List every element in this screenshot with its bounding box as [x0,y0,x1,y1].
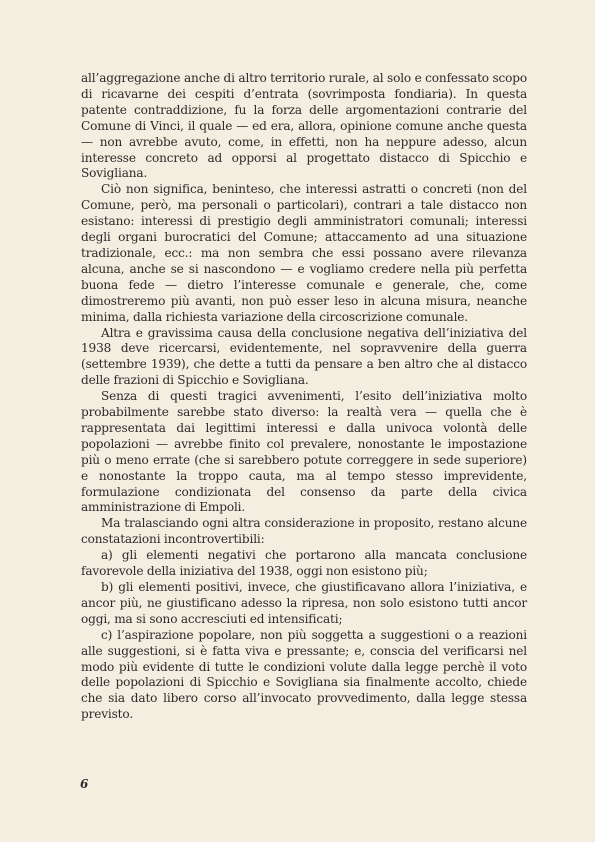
list-item-b: b) gli elementi positivi, invece, che giustificavano allora l’iniziativa, e ancor più, ne giustificano adesso la ripresa, non solo esistono tutti ancor oggi, ma si sono accresciuti ed intensificati; [81,580,527,626]
body-text [81,71,527,723]
list-item-c: c) l’aspirazione popolare, non più soggetta a suggestioni o a reazioni alle suggestioni, si è fatta viva e pressante; e, conscia del verificarsi nel modo più evidente di tutte le condizioni volute dalla legge perchè il voto delle popolazioni di Spicchio e Sovigliana sia finalmente accolto, chiede che sia dato libero corso all’invocato provvedimento, dalla legge stessa previsto. [81,627,527,722]
paragraph-tragic-events: Senza di questi tragici avvenimenti, l’esito dell’iniziativa molto probabilmente sarebbe stato diverso: la realtà vera — quella che è rappresentata dai legittimi interessi e dalla univoca volontà delle popolazioni — avrebbe finito col prevalere, nonostante le impostazione più o meno errate (che si sarebbero potute correggere in sede superiore) e nonostante la troppo cauta, ma al tempo stesso imprevidente, formulazione condizionata del consenso da parte della civica amministrazione di Empoli. [81,389,527,515]
page-number: 6 [80,777,89,791]
list-item-a: a) gli elementi negativi che portarono alla mancata conclusione favorevole della iniziativa del 1938, oggi non esistono più; [81,548,527,579]
paragraph-continuation: all’aggregazione anche di altro territorio rurale, al solo e confessato scopo di ricavarne dei cespiti d’entrata (sovrimposta fondiaria). In questa patente contraddizione, fu la forza delle argomentazioni contrarie del Comune di Vinci, il quale — ed era, allora, opinione comune anche questa — non avrebbe avuto, come, in effetti, non ha neppure adesso, alcun interesse concreto ad opporsi al progettato distacco di Spicchio e Sovigliana. [81,71,527,181]
paragraph-interests: Ciò non significa, beninteso, che interessi astratti o concreti (non del Comune, però, ma personali o particolari), contrari a tale distacco non esistano: interessi di prestigio degli amministratori comunali; interessi degli organi burocratici del Comune; attaccamento ad una situazione tradizionale, ecc.: ma non sembra che essi possano avere rilevanza alcuna, anche se si nascondono — e vogliamo credere nella più perfetta buona fede — dietro l’interesse comunale e generale, che, come dimostreremo più avanti, non può esser leso in alcuna misura, neanche minima, dalla richiesta variazione della circoscrizione comunale. [81,182,527,324]
paragraph-findings-intro: Ma tralasciando ogni altra considerazione in proposito, restano alcune constatazioni incontrovertibili: [81,516,527,547]
paragraph-war-cause: Altra e gravissima causa della conclusione negativa dell’iniziativa del 1938 deve ricercarsi, evidentemente, nel sopravvenire della guerra (settembre 1939), che dette a tutti da pensare a ben altro che al distacco delle frazioni di Spicchio e Sovigliana. [81,325,527,388]
